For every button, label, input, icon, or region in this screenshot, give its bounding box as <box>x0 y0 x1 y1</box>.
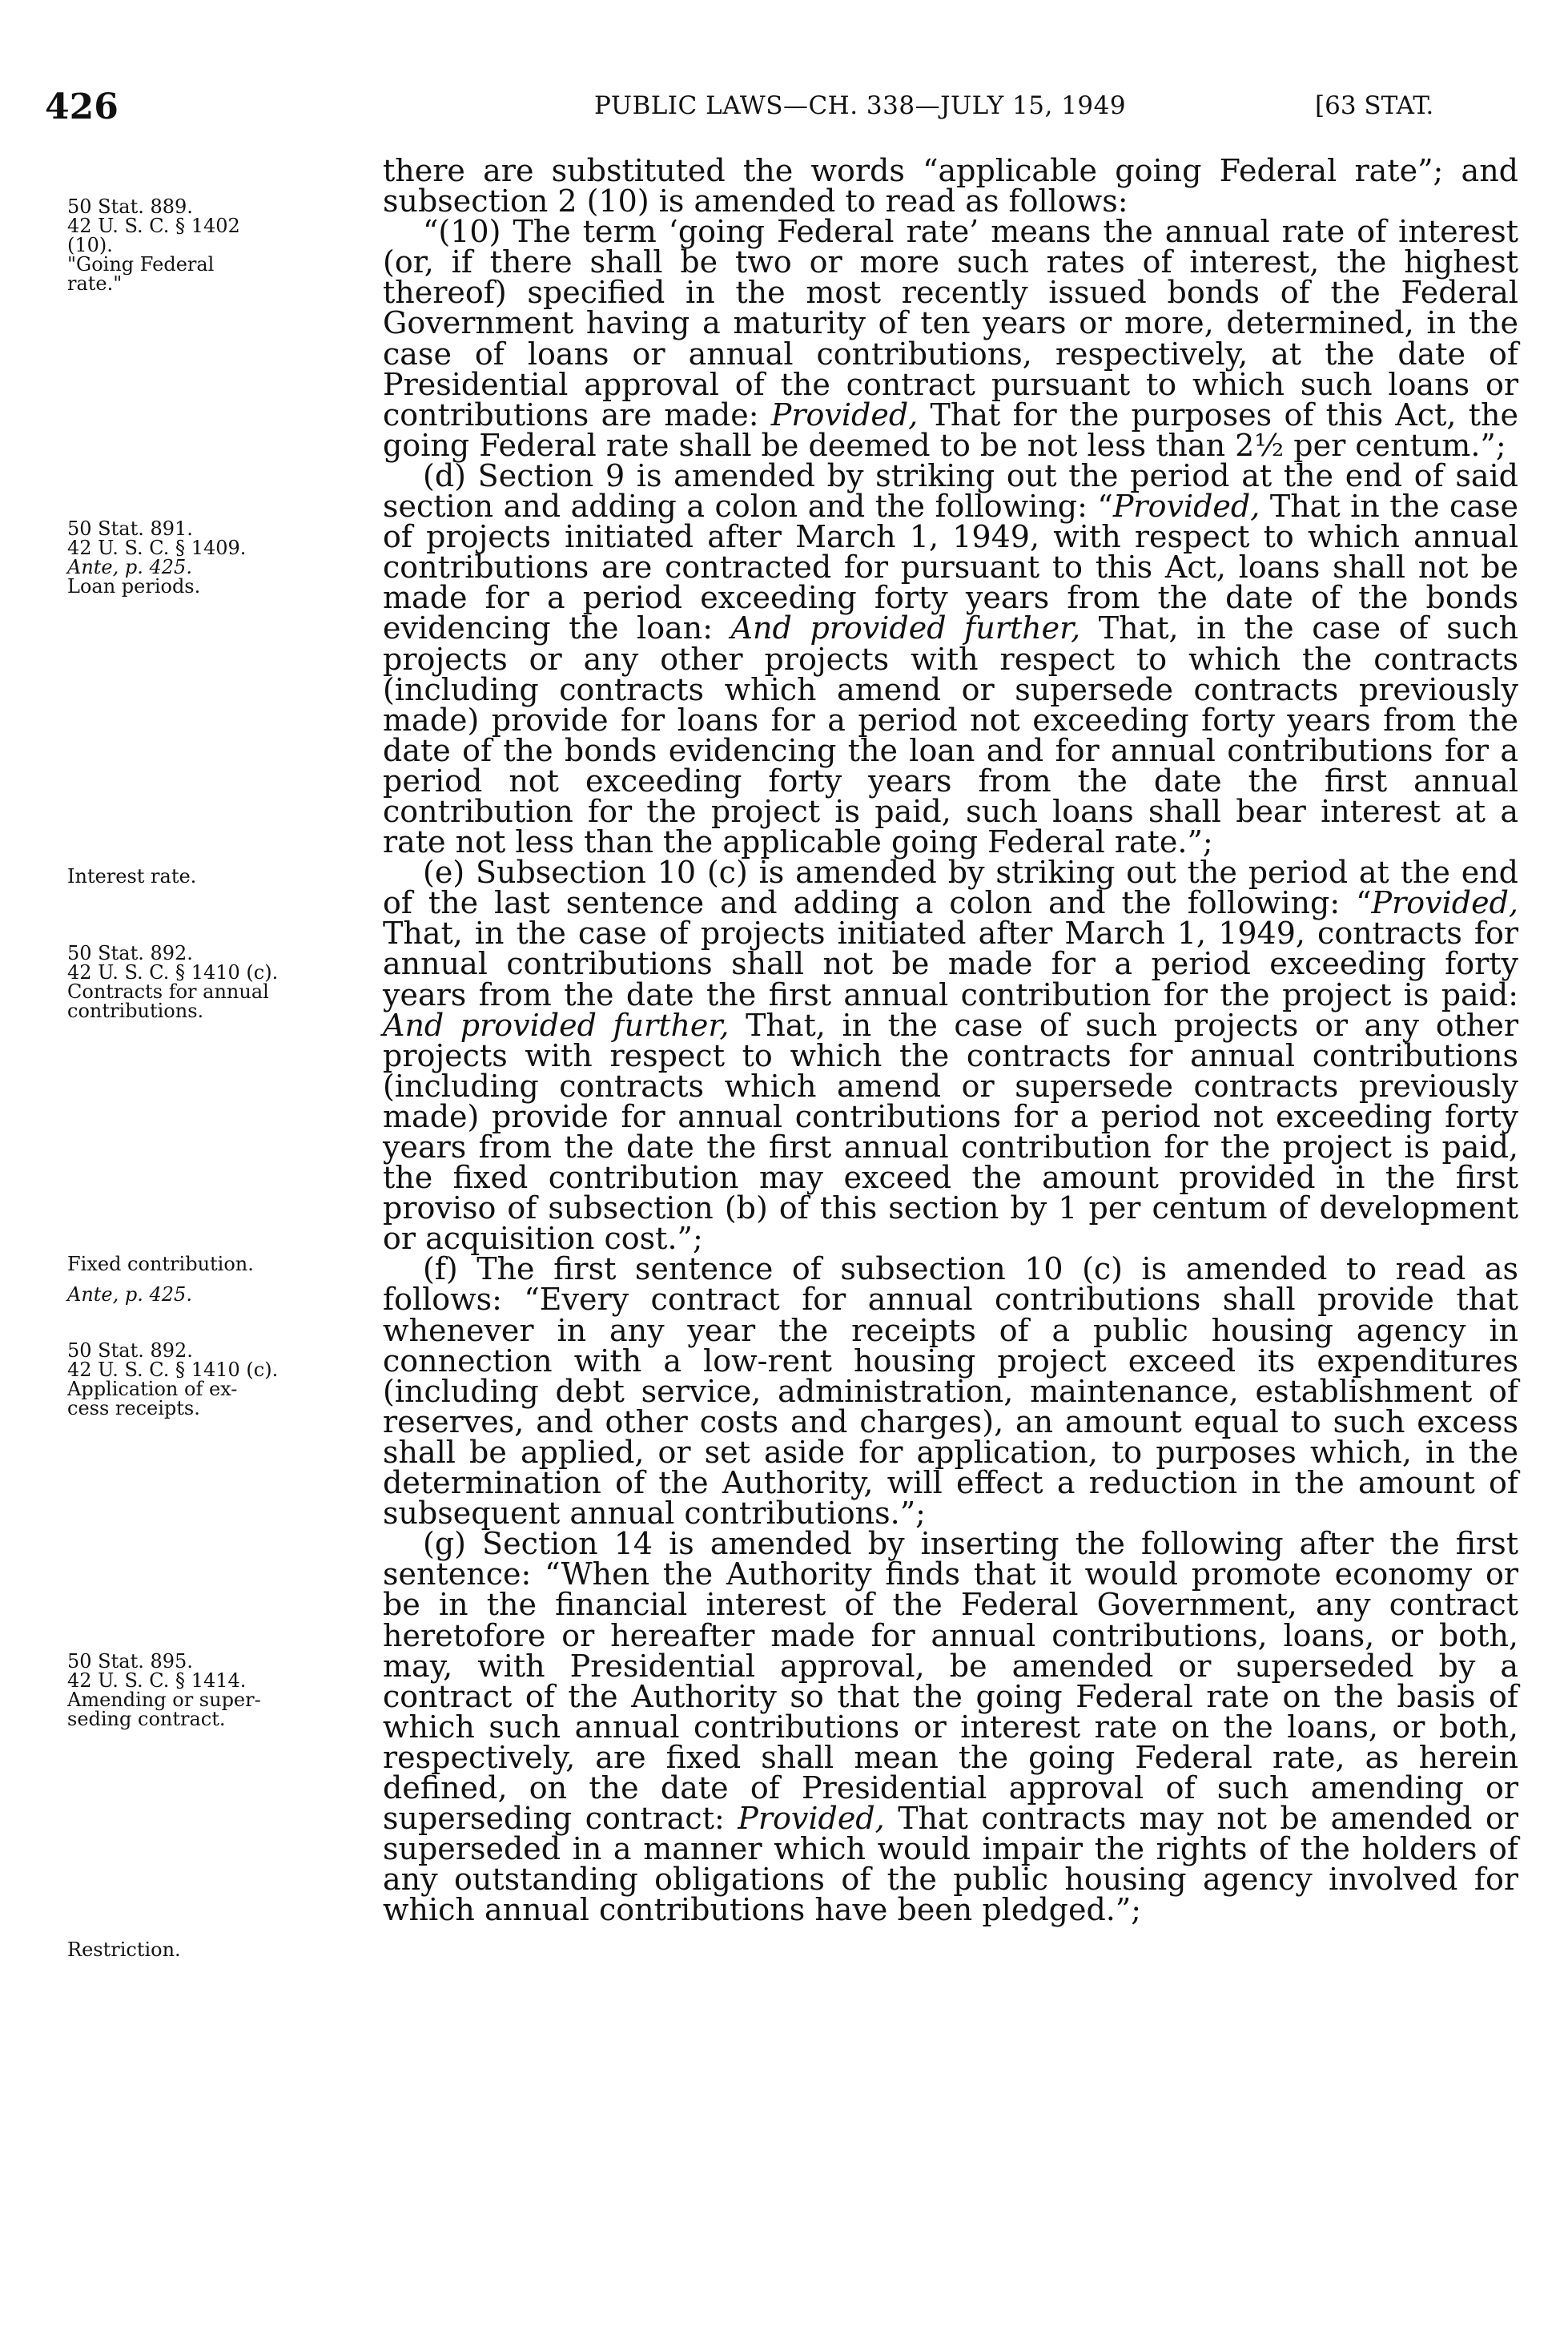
margin-note-interest-rate <box>67 867 367 886</box>
paragraph-definition: “(10) The term ‘going Federal rate’ means the annual rate of interest (or, if there shall be two or more such rates of interest, the highest thereof) specified in the most recently issued bonds of the Federal Government having a maturity of ten years or more, determined, in the case of loans or annual contributions, respectively, at the date of Presidential approval of the contract pursuant to which such loans or contributions are made: Provided, That for the purposes of this Act, the going Federal rate shall be deemed to be not less than 2½ per centum.”; <box>383 214 1518 463</box>
margin-note-line: Fixed contribution. <box>67 1253 254 1275</box>
margin-note-amending-contract <box>67 1652 367 1729</box>
margin-note-line: rate." <box>67 272 123 295</box>
margin-note-line: (10). <box>67 234 113 256</box>
page-number: 426 <box>45 87 119 127</box>
margin-note-line: Interest rate. <box>67 865 197 888</box>
paragraph-d: (d) Section 9 is amended by striking out the period at the end of said section and adding a colon and the following: “Provided, That in the case of projects initiated after March 1, 1949, with respect to which annual contributions are contracted for pursuant to this Act, loans shall not be made for a period exceeding forty years from the date of the bonds evidencing the loan: And provided further, That, in the case of such projects or any other projects with respect to which the contracts (including contracts which amend or supersede contracts previously made) provide for loans for a period not exceeding forty years from the date of the bonds evidencing the loan and for annual contributions for a period not exceeding forty years from the date the first annual contribution for the project is paid, such loans shall bear interest at a rate not less than the applicable going Federal rate.”; <box>383 457 1518 860</box>
margin-note-loan-periods <box>67 519 367 596</box>
running-title: PUBLIC LAWS—CH. 338—JULY 15, 1949 <box>594 91 1127 120</box>
margin-note-line: seding contract. <box>67 1708 226 1730</box>
paragraph-g: (g) Section 14 is amended by inserting the following after the first sentence: “When the Authority finds that it would promote economy or be in the financial interest of the Federal Government, any contract heretofore or hereafter made for annual contributions, loans, or both, may, with Presidential approval, be amended or superseded by a contract of the Authority so that the going Federal rate on the basis of which such annual contributions or interest rate on the loans, or both, respectively, are fixed shall mean the going Federal rate, as herein defined, on the date of Presidential approval of such amending or superseding contract: Provided, That contracts may not be amended or superseded in a manner which would impair the rights of the holders of any outstanding obligations of the public housing agency involved for which annual contributions have been pledged.”; <box>383 1526 1518 1928</box>
margin-note-line: Ante, p. 425. <box>67 556 192 578</box>
paragraph-continuation: there are substituted the words “applicable going Federal rate”; and subsection 2 (10) is amended to read as follows: <box>383 153 1518 219</box>
margin-note-line: contributions. <box>67 1000 204 1022</box>
margin-note-line: cess receipts. <box>67 1397 200 1419</box>
margin-note-line: 50 Stat. 889. <box>67 195 193 218</box>
margin-note-line: 42 U. S. C. § 1414. <box>67 1669 247 1692</box>
paragraph-e: (e) Subsection 10 (c) is amended by striking out the period at the end of the last sentence and adding a colon and the following: “Provided, That, in the case of projects initiated after March 1, 1949, contracts for annual contributions shall not be made for a period exceeding forty years from the date the first annual contribution for the project is paid: And provided further, That, in the case of such projects or any other projects with respect to which the contracts for annual contributions (including contracts which amend or supersede contracts previously made) provide for annual contributions for a period not exceeding forty years from the date the first annual contribution for the project is paid, the fixed contribution may exceed the amount provided in the first proviso of subsection (b) of this section by 1 per centum of development or acquisition cost.”; <box>383 855 1518 1257</box>
margin-note-contracts-annual <box>67 944 367 1021</box>
margin-note-line: 50 Stat. 892. <box>67 1339 193 1362</box>
margin-note-line: 50 Stat. 891. <box>67 517 193 540</box>
margin-note-line: Ante, p. 425. <box>67 1283 192 1306</box>
margin-note-restriction <box>67 1940 367 1959</box>
margin-note-line: 42 U. S. C. § 1410 (c). <box>67 1359 279 1381</box>
paragraph-f: (f) The first sentence of subsection 10 (c) is amended to read as follows: “Every contract for annual contributions shall provide that whenever in any year the receipts of a public housing agency in connection with a low-rent housing project exceed its expenditures (including debt service, administration, maintenance, establishment of reserves, and other costs and charges), an amount equal to such excess shall be applied, or set aside for application, to purposes which, in the determination of the Authority, will effect a reduction in the amount of subsequent annual contributions.”; <box>383 1251 1518 1532</box>
margin-note-line: 50 Stat. 892. <box>67 942 193 964</box>
statute-reference: [63 STAT. <box>1315 91 1434 120</box>
margin-note-line: Amending or super- <box>67 1689 261 1711</box>
margin-note-line: "Going Federal <box>67 253 215 276</box>
margin-note-line: Restriction. <box>67 1938 181 1961</box>
margin-note-line: 42 U. S. C. § 1402 <box>67 215 240 237</box>
margin-note-excess-receipts <box>67 1341 367 1418</box>
margin-note-fixed-contribution <box>67 1254 367 1304</box>
margin-note-line: Loan periods. <box>67 575 201 598</box>
margin-note-line: 42 U. S. C. § 1410 (c). <box>67 961 279 984</box>
margin-note-line: 50 Stat. 895. <box>67 1650 193 1673</box>
margin-note-line: Application of ex- <box>67 1378 238 1400</box>
margin-note-going-federal-rate <box>67 197 367 293</box>
margin-note-line: Contracts for annual <box>67 980 269 1003</box>
body-text <box>383 153 1518 1928</box>
page-header <box>0 87 1568 135</box>
margin-note-line: 42 U. S. C. § 1409. <box>67 537 247 559</box>
